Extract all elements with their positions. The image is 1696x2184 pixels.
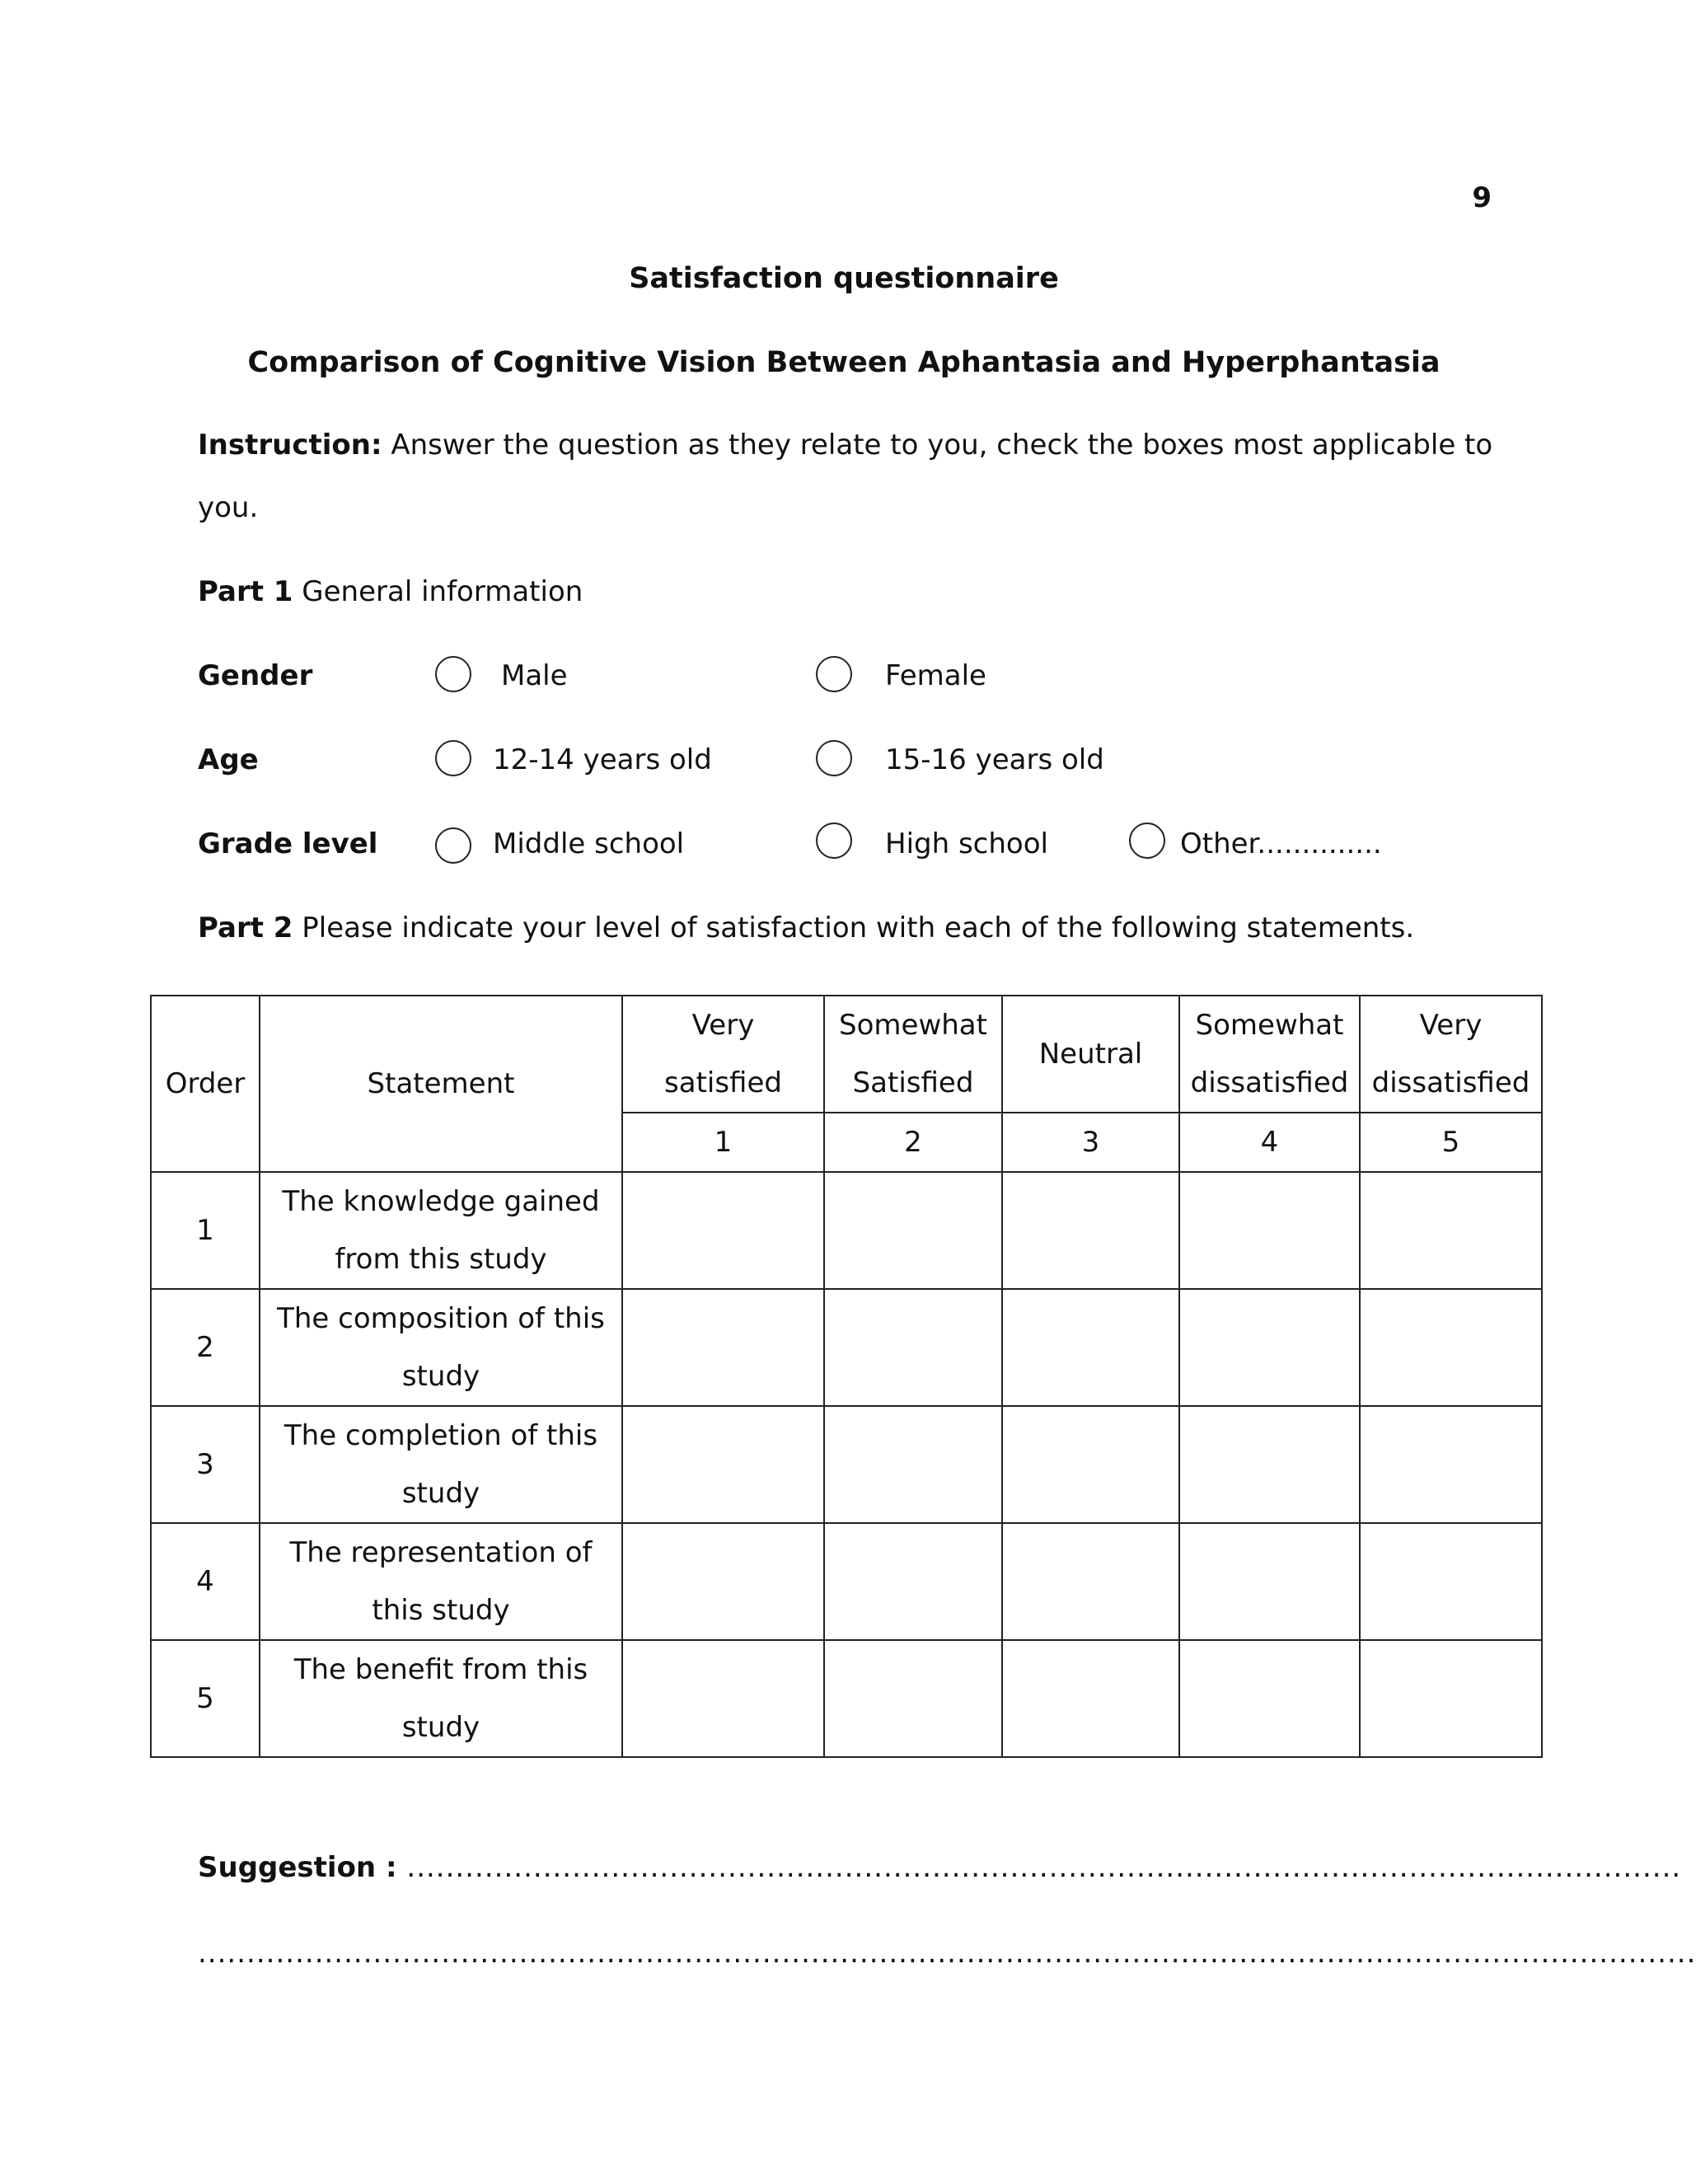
rating-cell-3[interactable]: [1002, 1289, 1179, 1406]
rating-cell-4[interactable]: [1179, 1640, 1360, 1757]
part2-label: Part 2: [198, 912, 293, 944]
rating-cell-1[interactable]: [622, 1640, 824, 1757]
scale-number: 2: [824, 1113, 1002, 1172]
scale-number: 5: [1360, 1113, 1542, 1172]
age-label: Age: [198, 743, 259, 776]
part2-heading: [198, 912, 1533, 944]
rating-cell-1[interactable]: [622, 1289, 824, 1406]
rating-cell-5[interactable]: [1360, 1172, 1542, 1289]
rating-cell-3[interactable]: [1002, 1406, 1179, 1523]
table-header-row: [151, 996, 1542, 1113]
page-subtitle: Comparison of Cognitive Vision Between Aphantasia and Hyperphantasia: [247, 346, 1441, 379]
rating-cell-1[interactable]: [622, 1172, 824, 1289]
rating-cell-2[interactable]: [824, 1640, 1002, 1757]
rating-cell-1[interactable]: [622, 1406, 824, 1523]
row-statement: The representation of this study: [260, 1523, 622, 1640]
page-title: Satisfaction questionnaire: [629, 262, 1059, 295]
row-statement: The benefit from this study: [260, 1640, 622, 1757]
rating-cell-5[interactable]: [1360, 1640, 1542, 1757]
part1-label: Part 1: [198, 575, 293, 608]
row-order: 5: [151, 1640, 260, 1757]
instruction-line-1: [198, 429, 1493, 462]
rating-cell-2[interactable]: [824, 1406, 1002, 1523]
gender-female-radio[interactable]: [816, 656, 852, 692]
gender-male-label: Male: [501, 659, 568, 692]
grade-middle-school-label: Middle school: [493, 827, 685, 860]
row-order: 3: [151, 1406, 260, 1523]
rating-cell-5[interactable]: [1360, 1289, 1542, 1406]
rating-cell-3[interactable]: [1002, 1172, 1179, 1289]
header-statement: Statement: [260, 996, 622, 1172]
grade-other-radio[interactable]: [1129, 823, 1165, 859]
suggestion-line-1[interactable]: [198, 1851, 1682, 1884]
grade-high-school-label: High school: [885, 827, 1048, 860]
table-row: [151, 1289, 1542, 1406]
scale-number: 3: [1002, 1113, 1179, 1172]
suggestion-line-2[interactable]: ..........................................................................................................................................................: [198, 1937, 1696, 1970]
age-12-14-radio[interactable]: [435, 740, 471, 776]
rating-cell-3[interactable]: [1002, 1640, 1179, 1757]
suggestion-dots-1: ...................................................................................................................................: [396, 1851, 1682, 1884]
gender-female-label: Female: [885, 659, 986, 692]
satisfaction-table: [150, 995, 1543, 1758]
rating-cell-4[interactable]: [1179, 1523, 1360, 1640]
grade-other-label: Other..............: [1180, 827, 1382, 860]
rating-cell-2[interactable]: [824, 1172, 1002, 1289]
header-neutral: Neutral: [1002, 996, 1179, 1113]
table-row: [151, 1406, 1542, 1523]
rating-cell-2[interactable]: [824, 1523, 1002, 1640]
table-row: [151, 1640, 1542, 1757]
suggestion-label: Suggestion :: [198, 1851, 397, 1884]
part1-heading: [198, 575, 1467, 608]
header-order: Order: [151, 996, 260, 1172]
grade-level-label: Grade level: [198, 827, 378, 860]
rating-cell-3[interactable]: [1002, 1523, 1179, 1640]
rating-cell-2[interactable]: [824, 1289, 1002, 1406]
grade-middle-school-radio[interactable]: [435, 827, 471, 864]
header-somewhat-satisfied: Somewhat Satisfied: [824, 996, 1002, 1113]
row-statement: The completion of this study: [260, 1406, 622, 1523]
instruction-text: Answer the question as they relate to you, check the boxes most applicable to: [382, 429, 1493, 462]
rating-cell-5[interactable]: [1360, 1406, 1542, 1523]
row-statement: The knowledge gained from this study: [260, 1172, 622, 1289]
table-row: [151, 1172, 1542, 1289]
gender-label: Gender: [198, 659, 313, 692]
instruction-label: Instruction:: [198, 429, 382, 462]
age-15-16-label: 15-16 years old: [885, 743, 1104, 776]
row-statement: The composition of this study: [260, 1289, 622, 1406]
instruction-line-2: you.: [198, 491, 259, 524]
row-order: 2: [151, 1289, 260, 1406]
scale-number: 1: [622, 1113, 824, 1172]
header-somewhat-dissatisfied: Somewhat dissatisfied: [1179, 996, 1360, 1113]
age-12-14-label: 12-14 years old: [493, 743, 712, 776]
part1-text: General information: [293, 575, 583, 608]
page-number: 9: [1472, 181, 1492, 214]
rating-cell-4[interactable]: [1179, 1289, 1360, 1406]
rating-cell-4[interactable]: [1179, 1406, 1360, 1523]
grade-high-school-radio[interactable]: [816, 823, 852, 859]
rating-cell-1[interactable]: [622, 1523, 824, 1640]
part2-text: Please indicate your level of satisfaction with each of the following statements.: [293, 912, 1415, 944]
gender-male-radio[interactable]: [435, 656, 471, 692]
header-very-satisfied: Very satisfied: [622, 996, 824, 1113]
age-15-16-radio[interactable]: [816, 740, 852, 776]
row-order: 1: [151, 1172, 260, 1289]
scale-number: 4: [1179, 1113, 1360, 1172]
header-very-dissatisfied: Very dissatisfied: [1360, 996, 1542, 1113]
table-row: [151, 1523, 1542, 1640]
rating-cell-4[interactable]: [1179, 1172, 1360, 1289]
rating-cell-5[interactable]: [1360, 1523, 1542, 1640]
row-order: 4: [151, 1523, 260, 1640]
